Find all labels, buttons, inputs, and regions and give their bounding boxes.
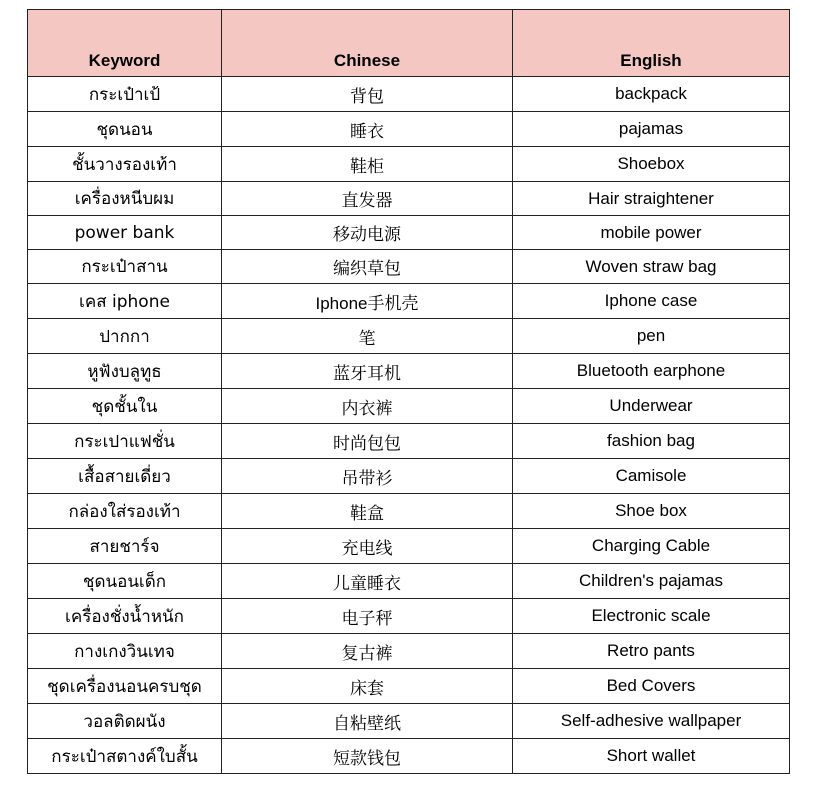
keyword-cell: ชุดเครื่องนอนครบชุด	[28, 669, 222, 704]
keyword-cell: สายชาร์จ	[28, 529, 222, 564]
keyword-cell: ชุดนอน	[28, 112, 222, 147]
keyword-cell: กระเป๋าเป้	[28, 77, 222, 112]
table-row	[28, 669, 790, 704]
english-cell: Camisole	[513, 459, 790, 494]
table-row	[28, 424, 790, 459]
english-cell: Bluetooth earphone	[513, 354, 790, 389]
chinese-cell: 笔	[222, 319, 513, 354]
table-row	[28, 147, 790, 182]
chinese-cell: 电子秤	[222, 599, 513, 634]
table-row	[28, 77, 790, 112]
english-cell: Children's pajamas	[513, 564, 790, 599]
chinese-cell: 蓝牙耳机	[222, 354, 513, 389]
table-row	[28, 634, 790, 669]
keyword-cell: power bank	[28, 216, 222, 250]
keyword-cell: เครื่องชั่งน้ำหนัก	[28, 599, 222, 634]
chinese-cell: 内衣裤	[222, 389, 513, 424]
chinese-cell: 鞋盒	[222, 494, 513, 529]
chinese-cell: 充电线	[222, 529, 513, 564]
chinese-cell: 时尚包包	[222, 424, 513, 459]
english-cell: Underwear	[513, 389, 790, 424]
chinese-cell: 编织草包	[222, 250, 513, 284]
chinese-cell: 背包	[222, 77, 513, 112]
chinese-cell: 移动电源	[222, 216, 513, 250]
table-row	[28, 704, 790, 739]
keyword-cell: ชั้นวางรองเท้า	[28, 147, 222, 182]
english-cell: fashion bag	[513, 424, 790, 459]
table-row	[28, 564, 790, 599]
keyword-cell: กระเปาแฟชั่น	[28, 424, 222, 459]
chinese-cell: 自粘壁纸	[222, 704, 513, 739]
keyword-cell: ชุดชั้นใน	[28, 389, 222, 424]
english-cell: backpack	[513, 77, 790, 112]
english-cell: Woven straw bag	[513, 250, 790, 284]
table-row	[28, 739, 790, 774]
keyword-table	[27, 9, 790, 774]
english-cell: Short wallet	[513, 739, 790, 774]
chinese-cell: 吊带衫	[222, 459, 513, 494]
table-row	[28, 599, 790, 634]
english-cell: mobile power	[513, 216, 790, 250]
table-row	[28, 112, 790, 147]
chinese-cell: 床套	[222, 669, 513, 704]
table-row	[28, 494, 790, 529]
table-row	[28, 529, 790, 564]
chinese-cell: 鞋柜	[222, 147, 513, 182]
chinese-cell: Iphone手机壳	[222, 284, 513, 319]
english-cell: Hair straightener	[513, 182, 790, 216]
table-header	[28, 10, 790, 77]
chinese-cell: 短款钱包	[222, 739, 513, 774]
table-row	[28, 354, 790, 389]
english-cell: Self-adhesive wallpaper	[513, 704, 790, 739]
keyword-cell: หูฟังบลูทูธ	[28, 354, 222, 389]
chinese-cell: 儿童睡衣	[222, 564, 513, 599]
keyword-cell: ปากกา	[28, 319, 222, 354]
chinese-cell: 睡衣	[222, 112, 513, 147]
table-row	[28, 250, 790, 284]
english-cell: Electronic scale	[513, 599, 790, 634]
keyword-cell: เสื้อสายเดี่ยว	[28, 459, 222, 494]
keyword-cell: ชุดนอนเด็ก	[28, 564, 222, 599]
english-cell: Bed Covers	[513, 669, 790, 704]
keyword-cell: เคส iphone	[28, 284, 222, 319]
table-row	[28, 284, 790, 319]
english-cell: pajamas	[513, 112, 790, 147]
keyword-cell: กระเป๋าสาน	[28, 250, 222, 284]
keyword-cell: กล่องใส่รองเท้า	[28, 494, 222, 529]
header-chinese: Chinese	[222, 10, 513, 77]
english-cell: pen	[513, 319, 790, 354]
table-row	[28, 216, 790, 250]
table-row	[28, 319, 790, 354]
table-row	[28, 182, 790, 216]
keyword-cell: กระเป๋าสตางค์ใบสั้น	[28, 739, 222, 774]
header-row	[28, 10, 790, 77]
english-cell: Iphone case	[513, 284, 790, 319]
header-keyword: Keyword	[28, 10, 222, 77]
header-english: English	[513, 10, 790, 77]
table-body	[28, 77, 790, 774]
english-cell: Charging Cable	[513, 529, 790, 564]
english-cell: Shoe box	[513, 494, 790, 529]
table-row	[28, 389, 790, 424]
english-cell: Retro pants	[513, 634, 790, 669]
keyword-cell: วอลติดผนัง	[28, 704, 222, 739]
keyword-cell: กางเกงวินเทจ	[28, 634, 222, 669]
table-row	[28, 459, 790, 494]
chinese-cell: 直发器	[222, 182, 513, 216]
chinese-cell: 复古裤	[222, 634, 513, 669]
keyword-cell: เครื่องหนีบผม	[28, 182, 222, 216]
english-cell: Shoebox	[513, 147, 790, 182]
